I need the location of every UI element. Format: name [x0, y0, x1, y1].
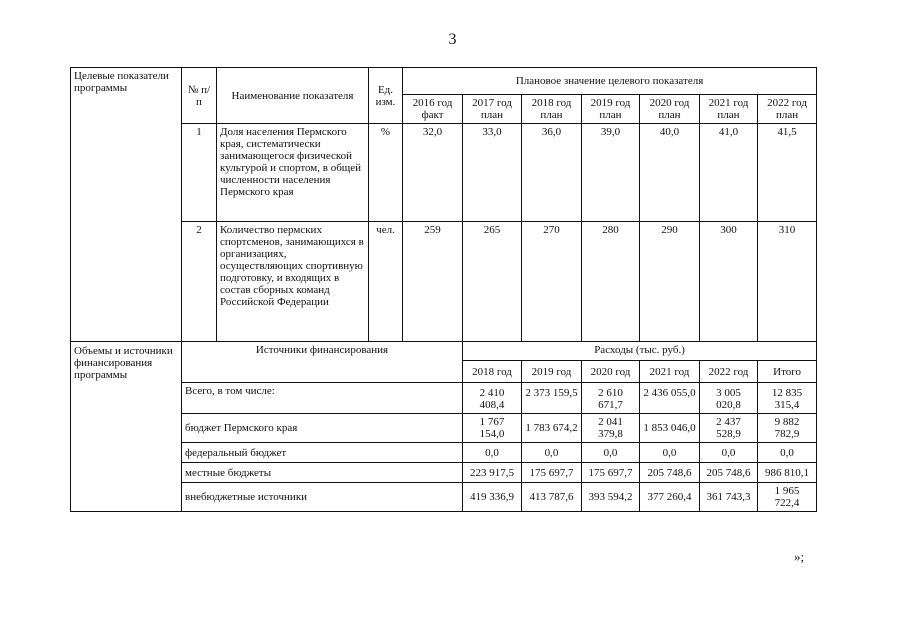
finance-value: 205 748,6: [700, 463, 758, 483]
finance-header-row: [71, 342, 817, 361]
finance-value: 2 410 408,4: [463, 383, 522, 414]
indicator-value: 41,5: [758, 124, 817, 222]
indicator-value: 39,0: [582, 124, 640, 222]
finance-value: 0,0: [522, 443, 582, 463]
closing-quote-mark: »;: [794, 549, 805, 564]
year-header: 2018 год план: [522, 95, 582, 124]
finance-year-header: Итого: [758, 361, 817, 383]
finance-value: 0,0: [463, 443, 522, 463]
col-unit-header: Ед. изм.: [369, 68, 403, 124]
indicator-value: 40,0: [640, 124, 700, 222]
finance-row: [71, 414, 817, 443]
year-header: 2020 год план: [640, 95, 700, 124]
sources-header: Источники финансирования: [182, 342, 463, 383]
year-header: 2021 год план: [700, 95, 758, 124]
col-name-header: Наименование показателя: [217, 68, 369, 124]
indicator-value: 36,0: [522, 124, 582, 222]
col-num-header: № п/п: [182, 68, 217, 124]
finance-value: 413 787,6: [522, 483, 582, 512]
finance-year-header: 2018 год: [463, 361, 522, 383]
finance-value: 1 965 722,4: [758, 483, 817, 512]
finance-value: 1 783 674,2: [522, 414, 582, 443]
finance-value: 986 810,1: [758, 463, 817, 483]
finance-value: 2 436 055,0: [640, 383, 700, 414]
finance-value: 1 853 046,0: [640, 414, 700, 443]
year-header: 2016 год факт: [403, 95, 463, 124]
finance-value: 12 835 315,4: [758, 383, 817, 414]
indicator-name: Доля населения Пермского края, систематически занимающегося физической культурой и спортом, в общей численности населения Пермского края: [217, 124, 369, 222]
indicator-unit: чел.: [369, 222, 403, 342]
finance-source-label: федеральный бюджет: [182, 443, 463, 463]
finance-source-label: внебюджетные источники: [182, 483, 463, 512]
indicator-num: 2: [182, 222, 217, 342]
finance-value: 1 767 154,0: [463, 414, 522, 443]
indicator-value: 300: [700, 222, 758, 342]
finance-value: 361 743,3: [700, 483, 758, 512]
passport-table: [70, 67, 817, 512]
indicator-row: [71, 222, 817, 342]
indicator-value: 32,0: [403, 124, 463, 222]
indicator-value: 33,0: [463, 124, 522, 222]
year-header: 2019 год план: [582, 95, 640, 124]
indicator-value: 310: [758, 222, 817, 342]
indicator-value: 41,0: [700, 124, 758, 222]
indicator-row: [71, 124, 817, 222]
finance-value: 0,0: [758, 443, 817, 463]
finance-value: 393 594,2: [582, 483, 640, 512]
finance-value: 419 336,9: [463, 483, 522, 512]
indicator-name: Количество пермских спортсменов, занимающихся в организациях, осуществляющих спортивную подготовку, и входящих в состав сборных команд Российской Федерации: [217, 222, 369, 342]
target-section-label: Целевые показатели программы: [71, 68, 182, 342]
finance-row: [71, 483, 817, 512]
finance-value: 2 610 671,7: [582, 383, 640, 414]
page-number: 3: [448, 31, 457, 48]
finance-value: 3 005 020,8: [700, 383, 758, 414]
finance-value: 9 882 782,9: [758, 414, 817, 443]
finance-value: 2 437 528,9: [700, 414, 758, 443]
finance-source-label: местные бюджеты: [182, 463, 463, 483]
finance-value: 175 697,7: [522, 463, 582, 483]
plan-header: Плановое значение целевого показателя: [403, 68, 817, 95]
finance-row: [71, 383, 817, 414]
indicator-unit: %: [369, 124, 403, 222]
finance-value: 2 041 379,8: [582, 414, 640, 443]
finance-value: 223 917,5: [463, 463, 522, 483]
finance-value: 0,0: [640, 443, 700, 463]
expenses-header: Расходы (тыс. руб.): [463, 342, 817, 361]
finance-source-label: Всего, в том числе:: [182, 383, 463, 414]
indicator-value: 270: [522, 222, 582, 342]
finance-value: 205 748,6: [640, 463, 700, 483]
finance-value: 0,0: [582, 443, 640, 463]
year-header: 2017 год план: [463, 95, 522, 124]
finance-row: [71, 463, 817, 483]
indicator-value: 265: [463, 222, 522, 342]
finance-source-label: бюджет Пермского края: [182, 414, 463, 443]
finance-value: 175 697,7: [582, 463, 640, 483]
indicator-value: 259: [403, 222, 463, 342]
finance-year-header: 2021 год: [640, 361, 700, 383]
finance-value: 377 260,4: [640, 483, 700, 512]
finance-year-header: 2022 год: [700, 361, 758, 383]
indicator-num: 1: [182, 124, 217, 222]
finance-value: 2 373 159,5: [522, 383, 582, 414]
indicator-value: 290: [640, 222, 700, 342]
finance-section-label: Объемы и источники финансирования программы: [71, 342, 182, 512]
finance-row: [71, 443, 817, 463]
indicator-value: 280: [582, 222, 640, 342]
finance-year-header: 2019 год: [522, 361, 582, 383]
finance-value: 0,0: [700, 443, 758, 463]
year-header: 2022 год план: [758, 95, 817, 124]
finance-year-header: 2020 год: [582, 361, 640, 383]
target-header-row: [71, 68, 817, 95]
